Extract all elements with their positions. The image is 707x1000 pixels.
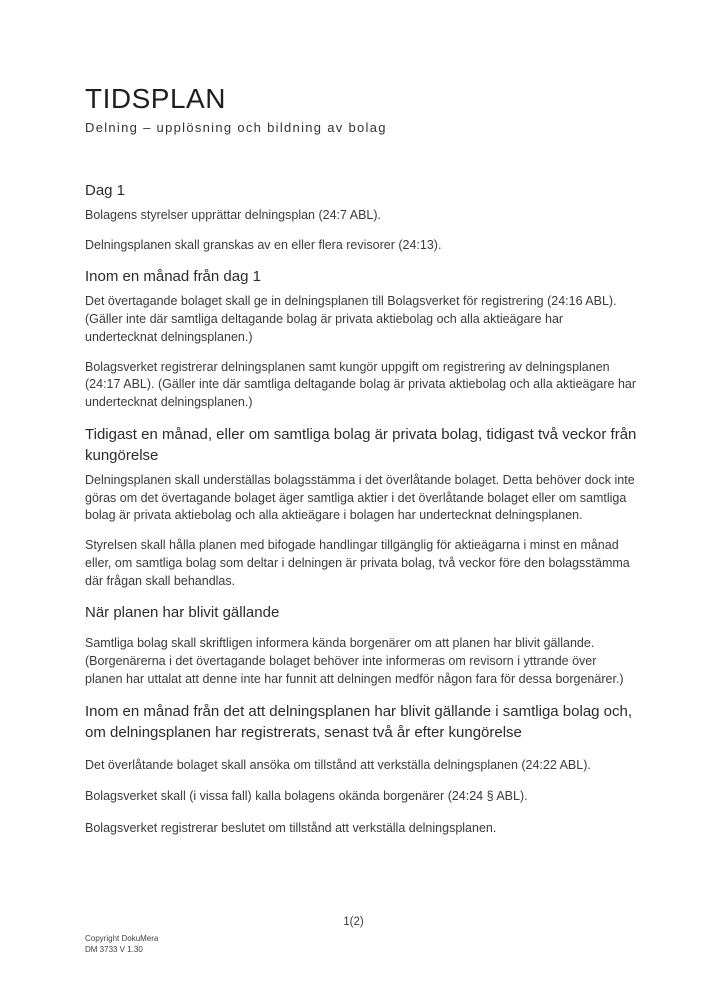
document-header <box>85 84 637 135</box>
copyright-footer <box>85 933 158 955</box>
paragraph: Delningsplanen skall underställas bolagsstämma i det överlåtande bolaget. Detta behöver dock inte göras om det övertagande bolaget äger samtliga aktier i det överlåtande bolaget eller om samtliga bolag är privata aktiebolag och alla aktieägare i bolagen har undertecknat delningsplanen. <box>85 472 635 523</box>
paragraph: Det överlåtande bolaget skall ansöka om tillstånd att verkställa delningsplanen (24:22 ABL). <box>85 757 591 772</box>
page-number: 1(2) <box>343 916 364 928</box>
paragraph: Bolagsverket skall (i vissa fall) kalla bolagens okända borgenärer (24:24 § ABL). <box>85 789 528 804</box>
page-title: TIDSPLAN <box>85 83 226 114</box>
section-dag-1 <box>85 180 637 255</box>
section-heading: Inom en månad från det att delningsplanen har blivit gällande i samtliga bolag och, om delningsplanen har registrerats, senast två år efter kungörelse <box>85 702 633 741</box>
section-heading: När planen har blivit gällande <box>85 604 280 622</box>
paragraph: Det övertagande bolaget skall ge in delningsplanen till Bolagsverket för registrering (24:16 ABL). (Gäller inte där samtliga deltagande bolag är privata aktiebolag och alla aktieägare har undertecknat delningsplanen.) <box>85 294 617 344</box>
section-inom-en-manad-fran-gallande <box>85 701 637 838</box>
section-nar-planen-har-blivit-gallande <box>85 602 637 688</box>
paragraph: Bolagens styrelser upprättar delningsplan (24:7 ABL). <box>85 207 382 222</box>
paragraph: Samtliga bolag skall skriftligen informera kända borgenärer om att planen har blivit gällande. (Borgenärerna i det övertagande bolaget behöver inte informeras om revisorn i yttrande över planen har uttalat att denne inte har funnit att delningen medför någon fara för dessa borgenärer.) <box>85 636 624 686</box>
section-heading: Dag 1 <box>85 181 126 199</box>
section-inom-en-manad-fran-dag-1 <box>85 266 637 412</box>
section-tidigast-en-manad <box>85 424 637 591</box>
page-subtitle: Delning – upplösning och bildning av bolag <box>85 119 387 135</box>
copyright-line-1: Copyright DokuMera <box>85 934 159 943</box>
section-heading: Inom en månad från dag 1 <box>85 268 261 286</box>
section-heading: Tidigast en månad, eller om samtliga bolag är privata bolag, tidigast två veckor från kungörelse <box>85 425 637 464</box>
copyright-line-2: DM 3733 V 1.30 <box>85 945 143 955</box>
paragraph: Bolagsverket registrerar beslutet om tillstånd att verkställa delningsplanen. <box>85 821 497 836</box>
paragraph: Styrelsen skall hålla planen med bifogade handlingar tillgänglig för aktieägarna i minst en månad eller, om samtliga bolag som deltar i delningen är privata bolag, två veckor före den bolagsstämma där frågan skall behandlas. <box>85 538 630 588</box>
paragraph: Delningsplanen skall granskas av en eller flera revisorer (24:13). <box>85 237 442 252</box>
paragraph: Bolagsverket registrerar delningsplanen samt kungör uppgift om registrering av delningsplanen (24:17 ABL). (Gäller inte där samtliga deltagande bolag är privata aktiebolag och alla aktieägare har undertecknat delningsplanen.) <box>85 359 637 410</box>
